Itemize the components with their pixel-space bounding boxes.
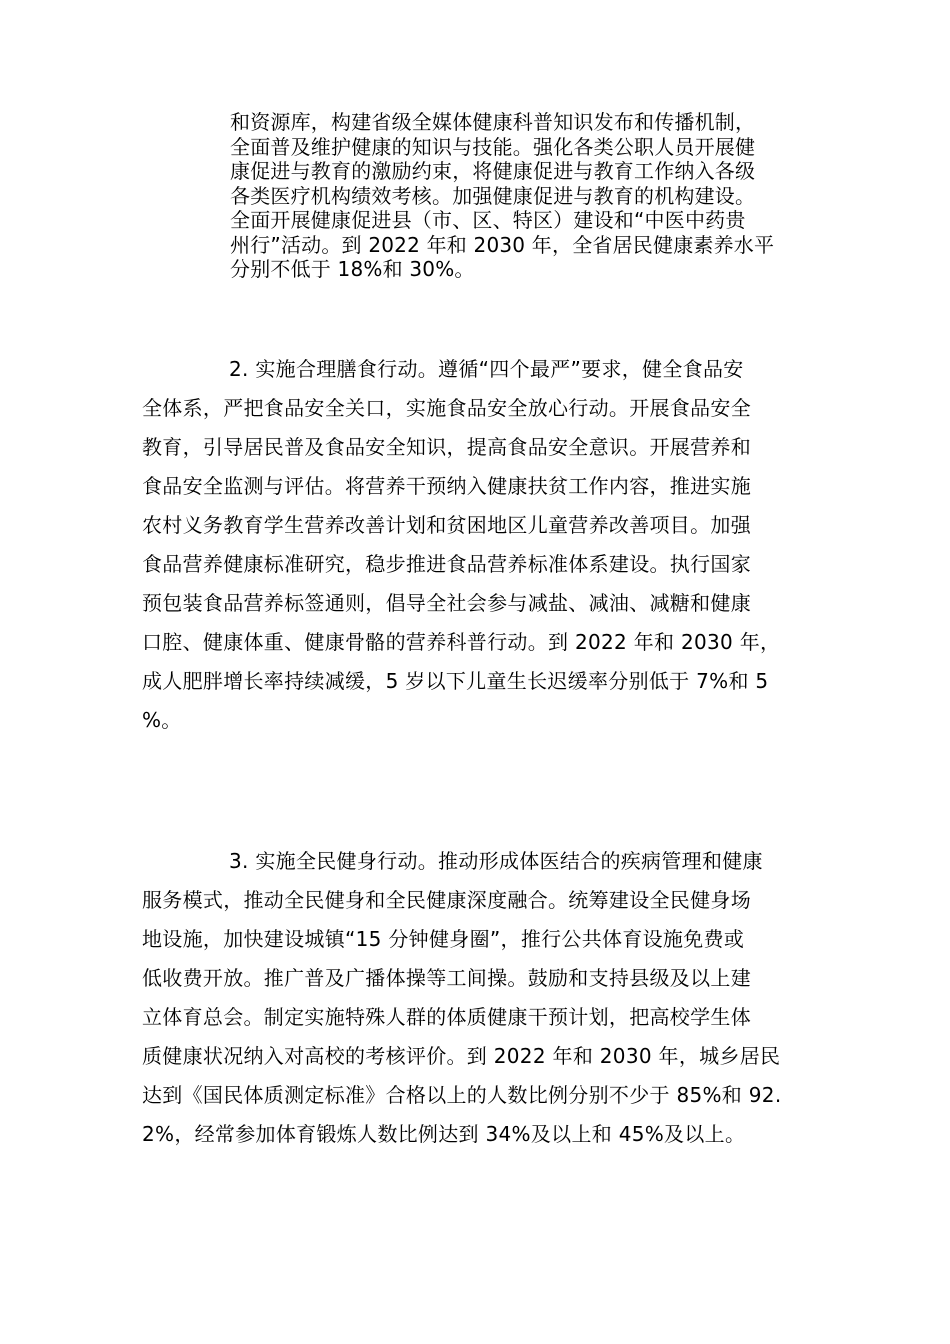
continuation-paragraph: [230, 110, 820, 282]
text-line: 州行”活动。到 2022 年和 2030 年，全省居民健康素养水平: [230, 232, 775, 257]
text-line: 分别不低于 18%和 30%。: [230, 257, 475, 281]
text-line: 食品营养健康标准研究，稳步推进食品营养标准体系建设。执行国家: [142, 552, 751, 576]
text-line: 农村义务教育学生营养改善计划和贫困地区儿童营养改善项目。加强: [142, 513, 751, 537]
text-line: 教育，引导居民普及食品安全知识，提高食品安全意识。开展营养和: [142, 435, 751, 459]
text-line: 各类医疗机构绩效考核。加强健康促进与教育的机构建设。: [230, 183, 756, 208]
text-line: 2. 实施合理膳食行动。遵循“四个最严”要求，健全食品安: [229, 357, 744, 381]
text-line: 达到《国民体质测定标准》合格以上的人数比例分别不少于 85%和 92.: [142, 1083, 782, 1107]
fitness-action-paragraph: [142, 842, 832, 1154]
text-line: 全面开展健康促进县（市、区、特区）建设和“中医中药贵: [230, 208, 746, 232]
text-line: 口腔、健康体重、健康骨骼的营养科普行动。到 2022 年和 2030 年，: [142, 630, 781, 654]
text-line: 立体育总会。制定实施特殊人群的体质健康干预计划，把高校学生体: [142, 1005, 751, 1029]
text-line: 和资源库，构建省级全媒体健康科普知识发布和传播机制，: [230, 110, 756, 134]
text-line: 全面普及维护健康的知识与技能。强化各类公职人员开展健: [230, 134, 756, 159]
text-line: 全体系，严把食品安全关口，实施食品安全放心行动。开展食品安全: [142, 396, 751, 420]
text-line: 成人肥胖增长率持续减缓，5 岁以下儿童生长迟缓率分别低于 7%和 5: [142, 669, 769, 693]
text-line: 食品安全监测与评估。将营养干预纳入健康扶贫工作内容，推进实施: [142, 474, 751, 498]
diet-action-paragraph: [142, 350, 832, 740]
text-line: 质健康状况纳入对高校的考核评价。到 2022 年和 2030 年，城乡居民: [142, 1044, 781, 1068]
text-line: 预包装食品营养标签通则，倡导全社会参与减盐、减油、减糖和健康: [142, 591, 751, 615]
text-line: 康促进与教育的激励约束，将健康促进与教育工作纳入各级: [230, 159, 756, 183]
text-line: 低收费开放。推广普及广播体操等工间操。鼓励和支持县级及以上建: [142, 966, 751, 990]
text-line: 2%，经常参加体育锻炼人数比例达到 34%及以上和 45%及以上。: [142, 1122, 746, 1146]
text-line: %。: [142, 708, 182, 732]
text-line: 服务模式，推动全民健身和全民健康深度融合。统筹建设全民健身场: [142, 888, 751, 912]
text-line: 地设施，加快建设城镇“15 分钟健身圈”，推行公共体育设施免费或: [142, 927, 745, 951]
text-line: 3. 实施全民健身行动。推动形成体医结合的疾病管理和健康: [229, 849, 763, 873]
